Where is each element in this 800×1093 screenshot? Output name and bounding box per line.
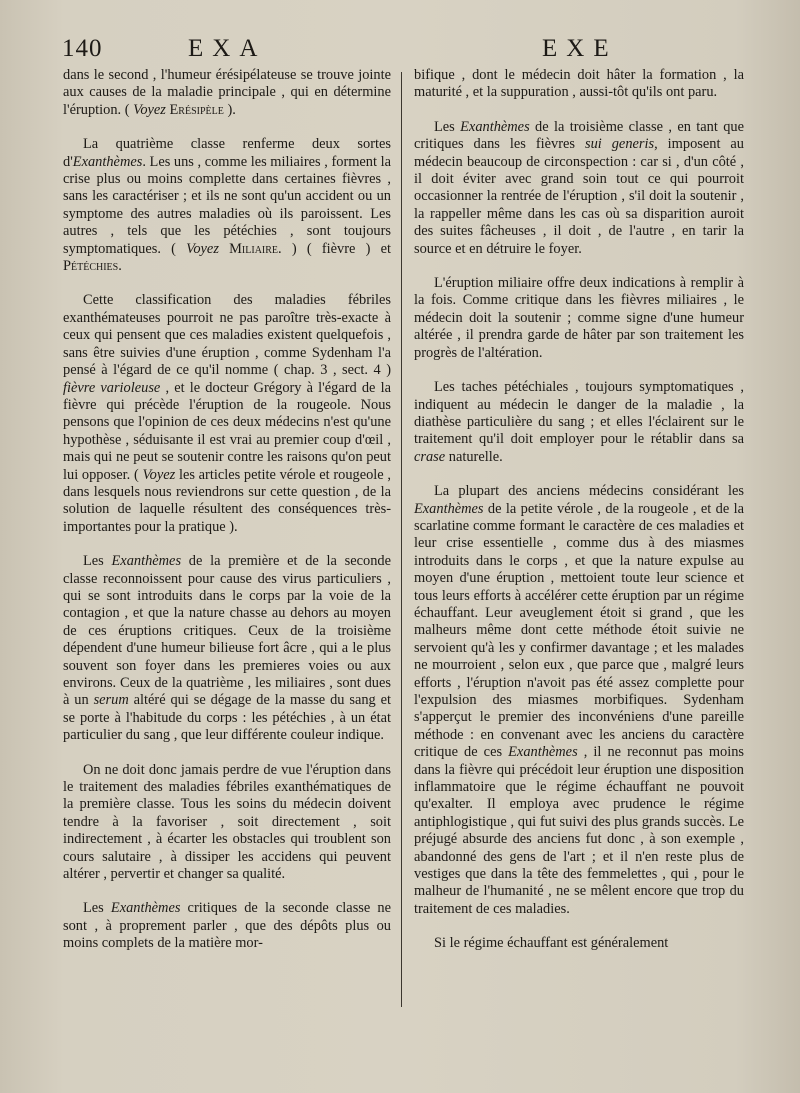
paragraph xyxy=(63,900,391,952)
right-text-column xyxy=(414,67,744,970)
italic-text: serum xyxy=(93,692,129,709)
text-run: de la première et de la seconde classe reconnoissent pour cause des virus particuliers , qui se sont introduits dans le corps par la voie de la contagion , et que la nature chasse au dehors au moyen de ces éruptions critiques. Ceux de la troisième dépendent d'une humeur bilieuse fort âcre , qui a le plus souvent son foyer dans les premieres voies ou aux environs. Ceux de la quatrième , les miliaires , sont dues à un xyxy=(63,553,391,709)
italic-text: sui generis xyxy=(584,136,655,153)
text-run: L'éruption miliaire offre deux indications à remplir à la fois. Comme critique dans les fièvres miliaires , le médecin doit la soutenir ; comme signe d'une humeur altérée , il prendra garde de hâter par son traitement les progrès de l'altération. xyxy=(414,275,744,361)
page-number: 140 xyxy=(62,35,103,62)
text-run: naturelle. xyxy=(445,448,503,465)
paragraph xyxy=(414,119,744,258)
italic-text: Exanthèmes xyxy=(110,900,181,917)
text-run: dans le second , l'humeur érésipélateuse se trouve jointe aux causes de la maladie principale , qui en détermine l'éruption. ( xyxy=(63,67,391,118)
text-run: . Les uns , comme les miliaires , forment la crise plus ou moins complette dans certaines fièvres , sans les caractériser ; et ils ne sont qu'un accident ou un symptome des autres maladies où ils paroissent. Les autres , tels que les pétéchies , sont toujours symptomatiques. ( xyxy=(63,153,391,257)
paragraph xyxy=(63,553,391,744)
text-run: ). xyxy=(223,101,236,118)
text-run: Les xyxy=(434,118,461,135)
paragraph xyxy=(63,762,391,884)
text-run: les articles petite vérole et rougeole , dans lesquels nous reviendrons sur cette question , de la solution de laquelle résultent des conséquences très-importantes pour la pratique ). xyxy=(63,466,391,535)
right-running-head: EXE xyxy=(542,35,618,62)
paragraph xyxy=(414,379,744,466)
paragraph xyxy=(414,483,744,918)
paragraph xyxy=(414,935,744,952)
italic-text: Exanthèmes xyxy=(508,744,578,761)
paragraph xyxy=(414,275,744,362)
running-header xyxy=(0,33,800,67)
text-run: . xyxy=(118,258,122,275)
italic-text: Voyez xyxy=(133,101,166,118)
italic-text: Exanthèmes xyxy=(111,553,182,570)
small-caps-reference: Erésipèle xyxy=(169,101,224,118)
text-run: Les xyxy=(83,900,111,917)
small-caps-reference: Pétéchies xyxy=(63,258,119,275)
text-run: critiques de la seconde classe ne sont , à proprement parler , que des dépôts plus ou moins complets de la matière mor- xyxy=(63,900,391,952)
italic-text: Exanthèmes xyxy=(460,118,530,135)
small-caps-reference: Miliaire xyxy=(229,240,279,257)
text-run: de la troisième classe , en tant que critiques dans les fièvres xyxy=(414,118,744,153)
text-run: bifique , dont le médecin doit hâter la formation , la maturité , et la suppuration , aussi-tôt qu'ils ont paru. xyxy=(414,67,744,101)
paragraph xyxy=(63,67,391,119)
text-run: La quatrième classe renferme deux sortes d' xyxy=(63,136,391,170)
text-run: de la petite vérole , de la rougeole , et de la scarlatine comme formant le caractère de ces maladies et leur crise essentielle , comme dus à des miasmes introduits dans le corps , et que la nature expulse au moyen d'une éruption , mettoient toute leur science et tous leurs efforts à accélérer cette éruption par un régime échauffant. Leur aveuglement étoit si grand , que les malheurs même dont cette méthode étoit suivie ne servoient qu'à les y confirmer davantage ; et les malades ne mourroient , selon eux , que parce que , malgré leurs efforts , l'éruption n'avoit pas été assez complette pour l'expulsion des miasmes morbifiques. Sydenham s'apperçut le premier des inconvéniens d'une pareille méthode : en convenant avec les anciens du caractère critique de ces xyxy=(414,500,744,761)
text-run: . ) ( fièvre ) et xyxy=(278,240,392,257)
column-divider xyxy=(401,72,402,1007)
paragraph xyxy=(414,67,744,102)
text-run: altéré qui se dégage de la masse du sang et se porte à l'habitude du corps : les pétéchies , à un état particulier du sang , que leur différente couleur indique. xyxy=(63,692,391,744)
paragraph xyxy=(63,136,391,275)
italic-text: crase xyxy=(414,448,446,465)
text-run: On ne doit donc jamais perdre de vue l'éruption dans le traitement des maladies fébriles exanthématiques de la première classe. Tous les soins du médecin doivent tendre à la favoriser , soit directement , soit indirectement , à écarter les obstacles qui troublent son cours salutaire , à dissiper les accidens qui peuvent altérer , pervertir et changer sa qualité. xyxy=(63,761,391,883)
text-run: Les xyxy=(83,553,112,570)
text-run: Les taches pétéchiales , toujours symptomatiques , indiquent au médecin le danger de la maladie , la diathèse particulière du sang ; et elles l'éclairent sur le traitement qu'il doit employer pour le rétablir dans sa xyxy=(414,379,744,448)
italic-text: Voyez xyxy=(186,240,219,257)
italic-text: Exanthèmes xyxy=(414,500,484,517)
text-run: La plupart des anciens médecins considérant les xyxy=(434,483,744,500)
italic-text: Exanthèmes xyxy=(72,153,143,170)
left-text-column xyxy=(63,67,391,970)
text-run: , et le docteur Grégory à l'égard de la fièvre qui précède l'éruption de la rougeole. Nous pensons que l'opinion de ces deux médecins n'est qu'une hypothèse , séduisante il est vrai au premier coup d'œil , mais qui ne peut se soutenir contre les raisons qu'on peut lui opposer. ( xyxy=(63,379,391,483)
italic-text: fièvre varioleuse xyxy=(63,379,161,396)
text-run: , il ne reconnut pas moins dans la fièvre qui précédoit leur éruption une disposition inflammatoire que le régime échauffant ne pouvoit qu'exalter. Il employa avec prudence le régime antiphlogistique , qui fut suivi des plus grands succès. Le préjugé absurde des anciens fut donc , à son exemple , abandonné des gens de l'art ; et il n'en reste plus de vestiges que dans la tête des femmelettes , qui , pour le malheur de l'humanité , ne se mêlent encore que trop du traitement de ces maladies. xyxy=(414,744,745,917)
left-running-head: EXA xyxy=(188,35,267,62)
text-run: Si le régime échauffant est généralement xyxy=(434,935,669,952)
text-run: , imposent au médecin beaucoup de circonspection : car si , d'un côté , il doit éviter avec grand soin tout ce qui pourroit occasionner la rentrée de l'éruption , s'il doit la soutenir , la rappeller même dans les cas où sa disparition auroit des suites fâcheuses , il doit , de l'autre , en tarir la source et en détruire le foyer. xyxy=(414,136,744,257)
text-run xyxy=(219,241,229,257)
paragraph xyxy=(63,292,391,536)
italic-text: Voyez xyxy=(142,466,176,483)
text-run: Cette classification des maladies fébriles exanthémateuses pourroit ne pas paroître très-exacte à ceux qui pensent que ces maladies existent quelquefois , sans être suivies d'une éruption , comme Sydenham l'a pensé à l'égard de ce qu'il nomme ( chap. 3 , sect. 4 ) xyxy=(63,292,391,379)
